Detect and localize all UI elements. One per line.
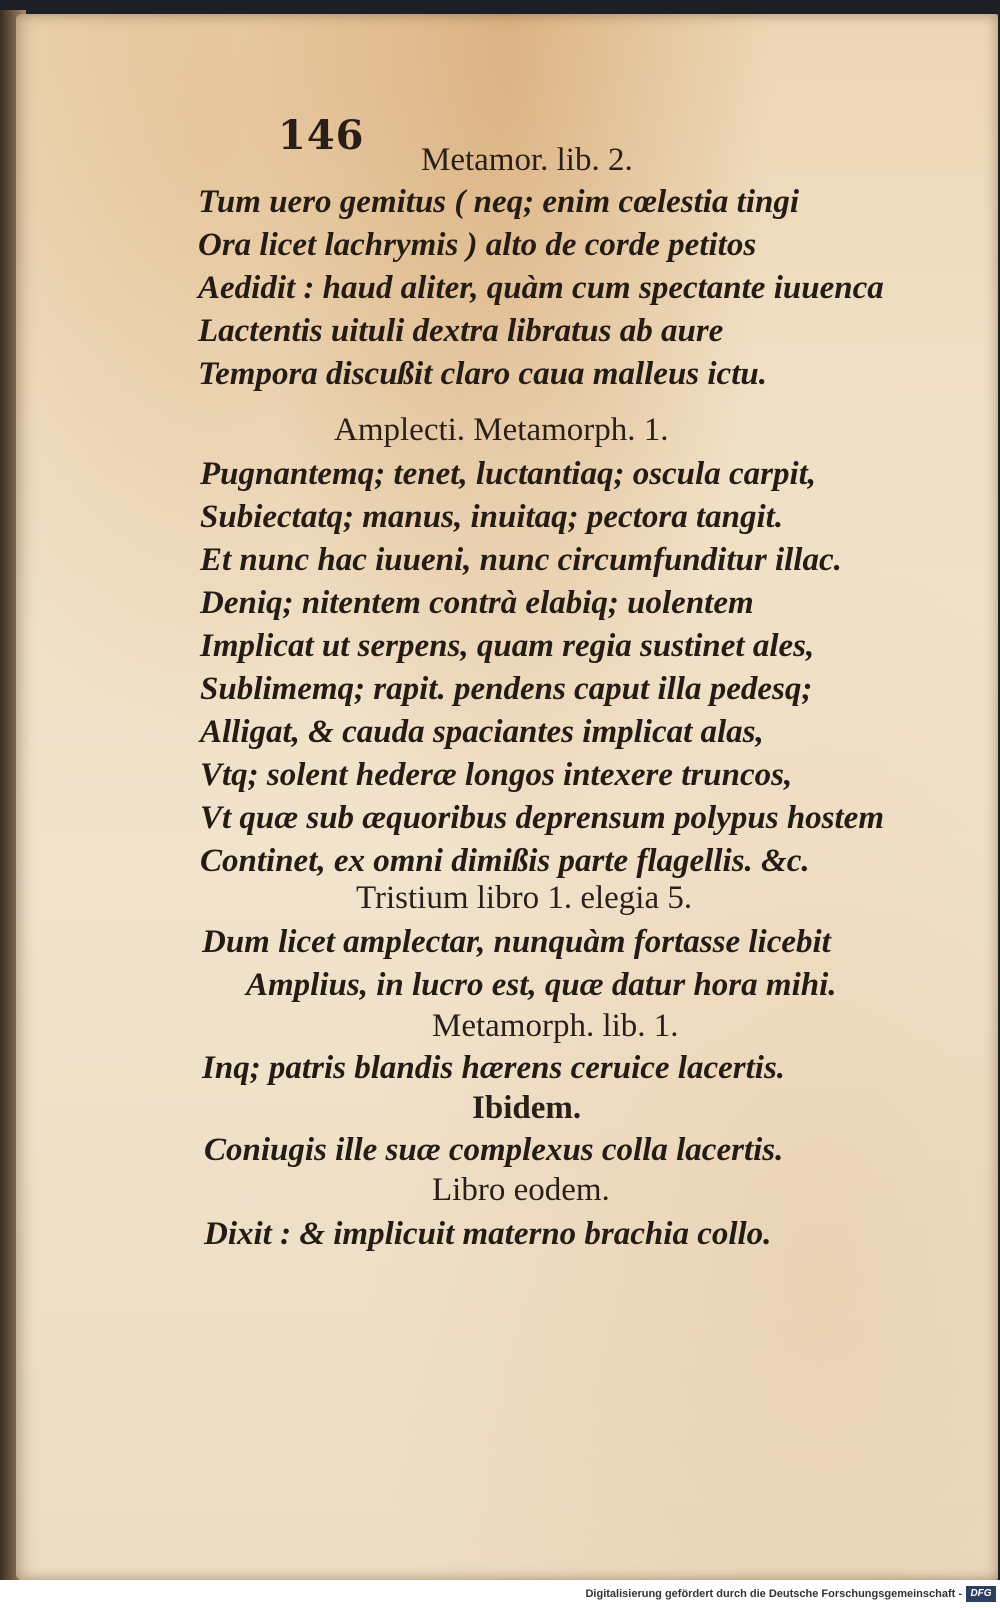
- verse-line: Subiectatq; manus, inuitaq; pectora tangit.: [200, 499, 784, 535]
- verse-line: Amplius, in lucro est, quæ datur hora mihi.: [246, 967, 837, 1003]
- verse-line: Continet, ex omni dimißis parte flagellis. &c.: [200, 843, 810, 879]
- funding-credit: Digitalisierung gefördert durch die Deutsche Forschungsgemeinschaft -: [585, 1588, 962, 1600]
- section-heading: Libro eodem.: [432, 1172, 610, 1208]
- footer-bar: [0, 1580, 1000, 1610]
- book-page: [16, 14, 998, 1580]
- verse-line: Aedidit : haud aliter, quàm cum spectante iuuenca: [198, 270, 884, 306]
- verse-line: Et nunc hac iuueni, nunc circumfunditur illac.: [200, 542, 842, 578]
- section-heading: Metamorph. lib. 1.: [432, 1008, 679, 1044]
- verse-line: Vt quæ sub æquoribus deprensum polypus hostem: [200, 800, 884, 836]
- verse-line: Coniugis ille suæ complexus colla lacertis.: [204, 1132, 784, 1168]
- section-heading: Amplecti. Metamorph. 1.: [334, 412, 669, 448]
- verse-line: Inq; patris blandis hærens ceruice lacertis.: [202, 1050, 786, 1086]
- verse-line: Sublimemq; rapit. pendens caput illa pedesq;: [200, 671, 813, 707]
- verse-line: Dixit : & implicuit materno brachia collo.: [204, 1216, 772, 1252]
- verse-line: Vtq; solent hederæ longos intexere truncos,: [200, 757, 793, 793]
- running-head: Metamor. lib. 2.: [421, 142, 633, 178]
- verse-line: Deniq; nitentem contrà elabiq; uolentem: [200, 585, 754, 621]
- dfg-logo: DFG: [966, 1586, 996, 1602]
- verse-line: Implicat ut serpens, quam regia sustinet ales,: [200, 628, 815, 664]
- verse-line: Tempora discußit claro caua malleus ictu.: [198, 356, 767, 392]
- verse-line: Ora licet lachrymis ) alto de corde petitos: [198, 227, 757, 263]
- section-heading: Tristium libro 1. elegia 5.: [356, 880, 693, 916]
- verse-line: Tum uero gemitus ( neq; enim cœlestia tingi: [198, 184, 800, 220]
- verse-line: Dum licet amplectar, nunquàm fortasse licebit: [202, 924, 831, 960]
- verse-line: Alligat, & cauda spaciantes implicat alas,: [200, 714, 764, 750]
- page-number: 146: [278, 112, 365, 159]
- verse-line: Pugnantemq; tenet, luctantiaq; oscula carpit,: [200, 456, 817, 492]
- verse-line: Lactentis uituli dextra libratus ab aure: [198, 313, 724, 349]
- section-heading: Ibidem.: [472, 1090, 582, 1126]
